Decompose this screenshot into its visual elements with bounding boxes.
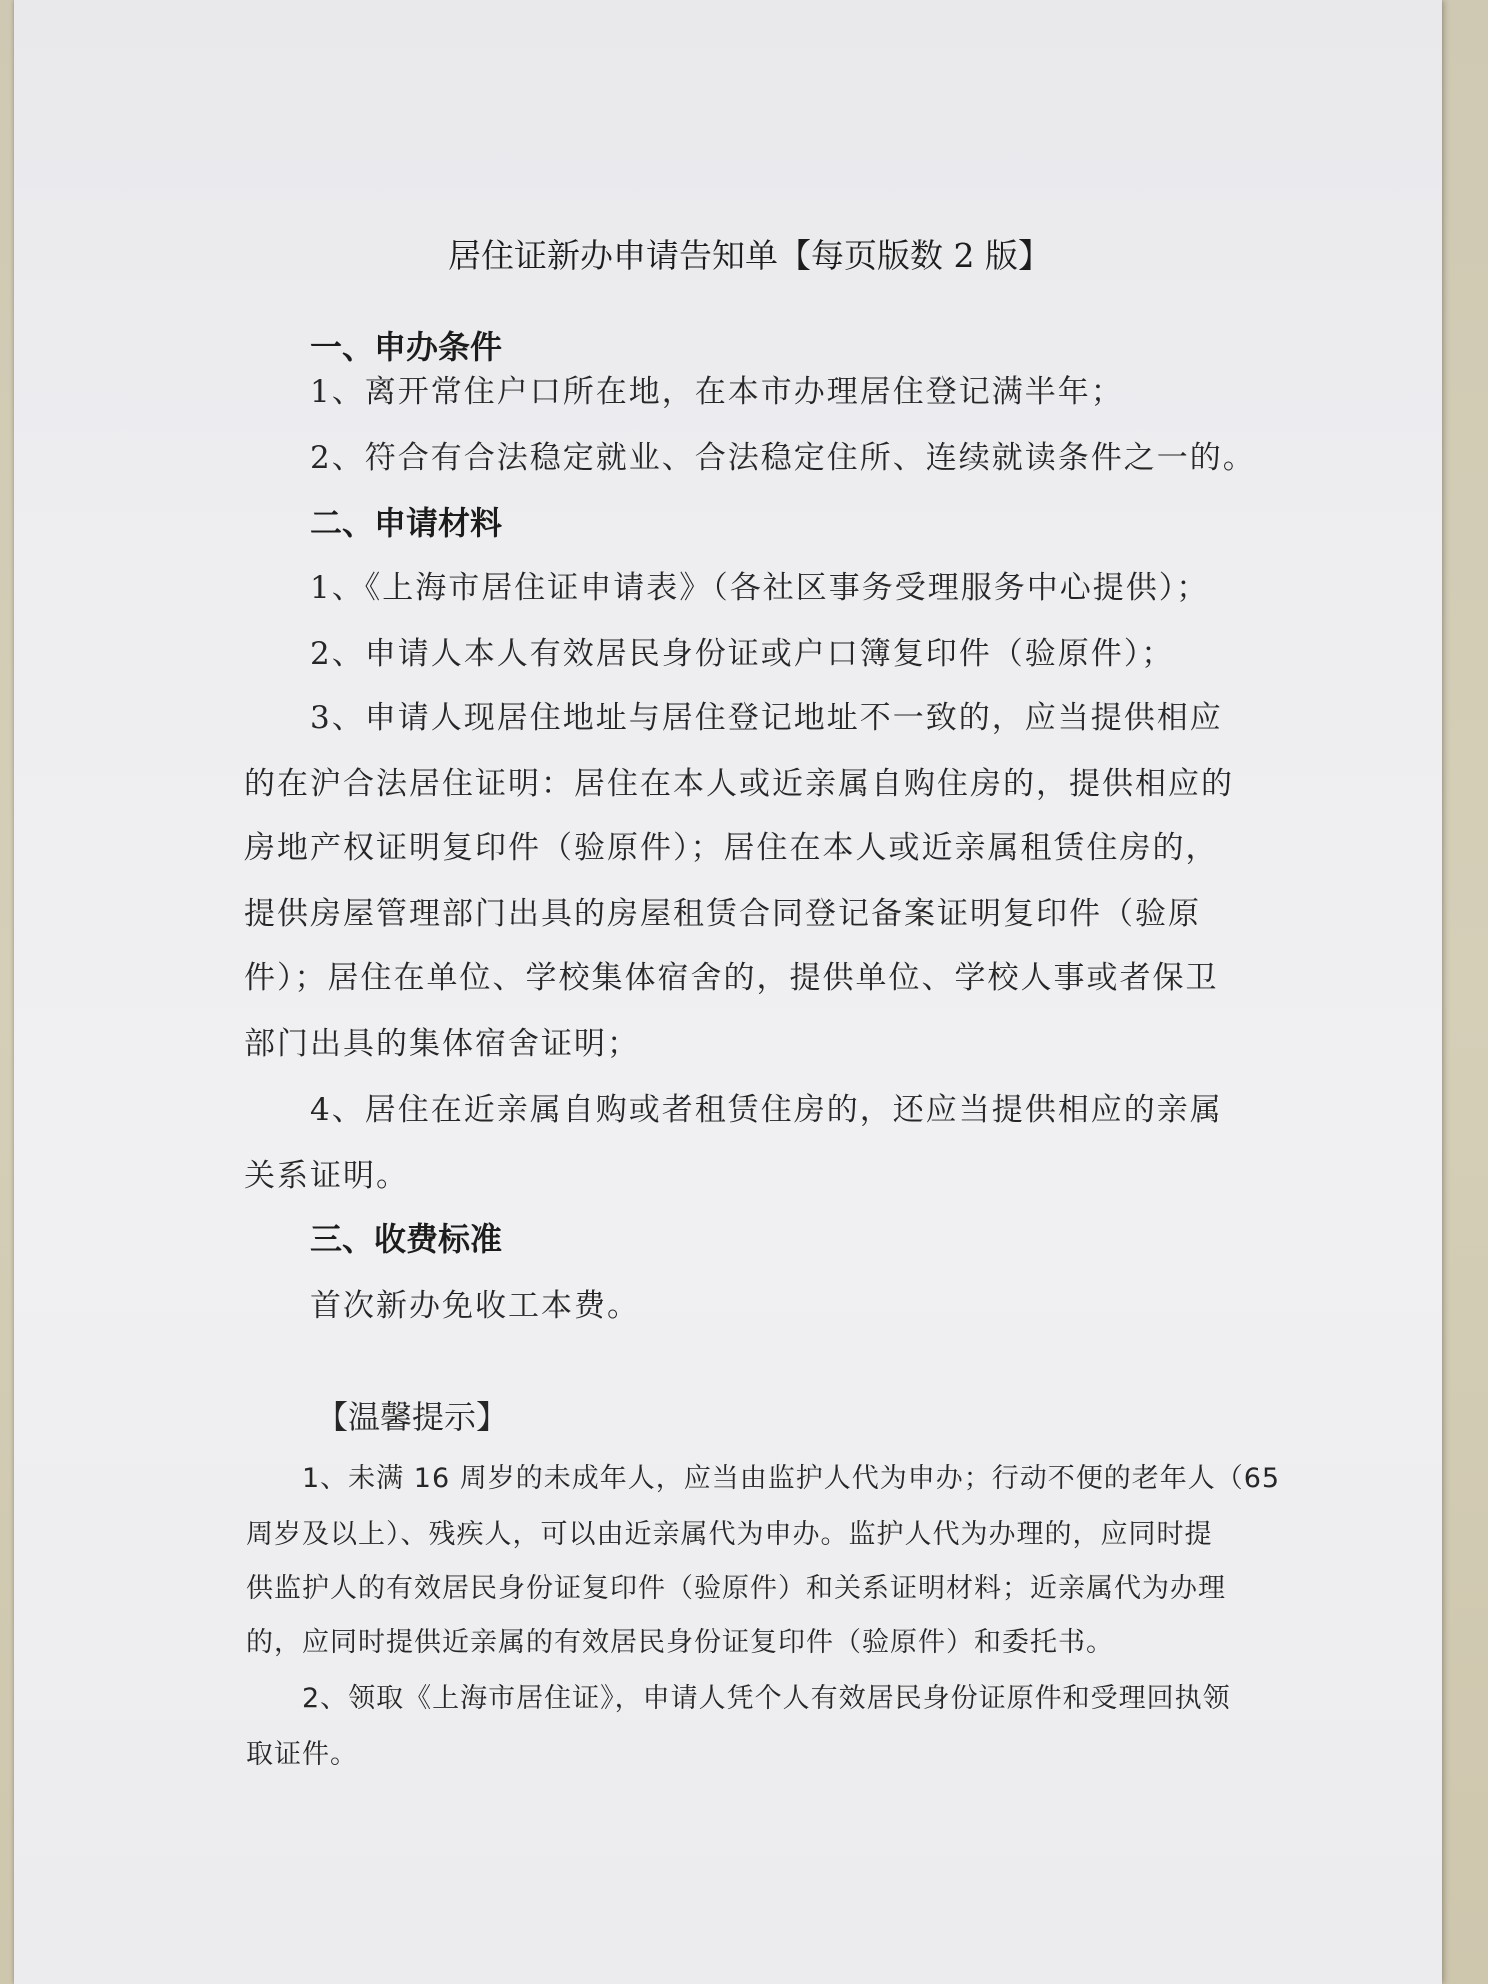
paper-sheet [14, 0, 1442, 1984]
materials-line-6: 提供房屋管理部门出具的房屋租赁合同登记备案证明复印件（验原 [244, 896, 1201, 932]
tips-line-3: 供监护人的有效居民身份证复印件（验原件）和关系证明材料；近亲属代为办理 [246, 1573, 1226, 1604]
section-heading-materials: 二、申请材料 [310, 504, 503, 542]
tips-line-1: 1、未满 16 周岁的未成年人，应当由监护人代为申办；行动不便的老年人（65 [302, 1463, 1281, 1494]
materials-line-9: 4、居住在近亲属自购或者租赁住房的，还应当提供相应的亲属 [310, 1092, 1223, 1128]
section-heading-fees: 三、收费标准 [310, 1220, 503, 1258]
section-heading-conditions: 一、申办条件 [310, 328, 503, 366]
materials-line-7: 件）；居住在单位、学校集体宿舍的，提供单位、学校人事或者保卫 [244, 960, 1219, 996]
materials-line-2: 2、申请人本人有效居民身份证或户口簿复印件（验原件）； [310, 636, 1175, 672]
conditions-line-2: 2、符合有合法稳定就业、合法稳定住所、连续就读条件之一的。 [310, 440, 1256, 476]
tips-line-6: 取证件。 [246, 1739, 358, 1770]
materials-line-5: 房地产权证明复印件（验原件）；居住在本人或近亲属租赁住房的， [244, 830, 1219, 866]
materials-line-3: 3、申请人现居住地址与居住登记地址不一致的，应当提供相应 [310, 700, 1223, 736]
document-title: 居住证新办申请告知单【每页版数 2 版】 [448, 236, 1051, 275]
fees-line-1: 首次新办免收工本费。 [310, 1288, 640, 1324]
materials-line-8: 部门出具的集体宿舍证明； [244, 1026, 640, 1062]
tips-line-2: 周岁及以上）、残疾人，可以由近亲属代为申办。监护人代为办理的，应同时提 [246, 1519, 1213, 1550]
materials-line-4: 的在沪合法居住证明：居住在本人或近亲属自购住房的，提供相应的 [244, 766, 1234, 802]
materials-line-1: 1、《上海市居住证申请表》（各社区事务受理服务中心提供）； [310, 570, 1210, 606]
materials-line-10: 关系证明。 [244, 1158, 409, 1194]
conditions-line-1: 1、离开常住户口所在地，在本市办理居住登记满半年； [310, 374, 1124, 410]
tips-line-4: 的，应同时提供近亲属的有效居民身份证复印件（验原件）和委托书。 [246, 1627, 1114, 1658]
tips-line-5: 2、领取《上海市居住证》，申请人凭个人有效居民身份证原件和受理回执领 [302, 1683, 1231, 1714]
tips-heading: 【温馨提示】 [316, 1398, 509, 1436]
